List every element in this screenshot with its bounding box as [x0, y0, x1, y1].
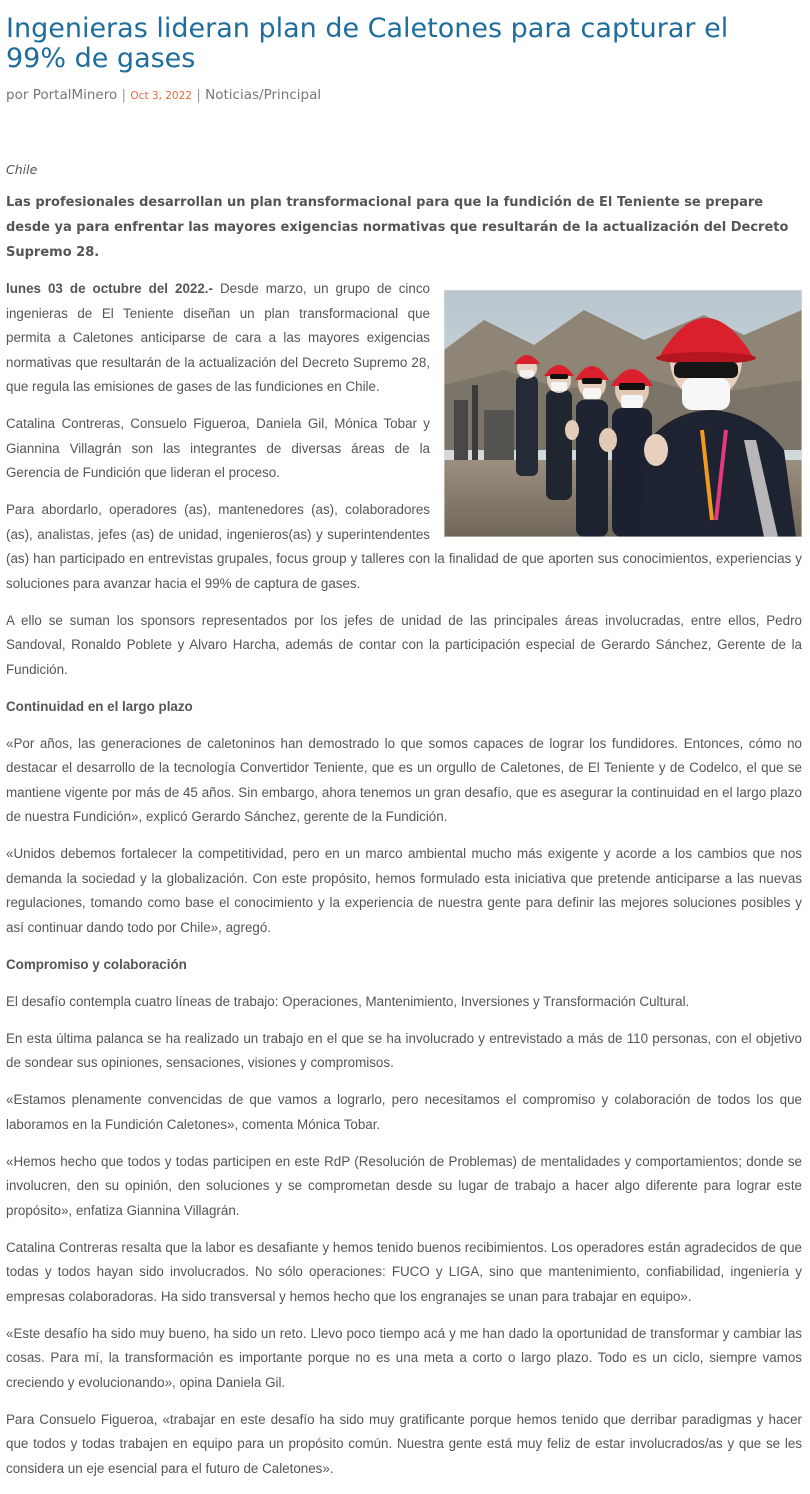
- paragraph: Para abordarlo, operadores (as), mantenedores (as), colaboradores (as), analistas, jefes (as) de unidad, ingenieros(as) y superintendentes (as) han participado en entrevistas grupales, focus group y talleres con la finalidad de que aporten sus conocimientos, experiencias y soluciones para avanzar hacia el 99% de captura de gases.: [6, 502, 802, 591]
- paragraph: «Unidos debemos fortalecer la competitividad, pero en un marco ambiental mucho más exigente y acorde a los cambios que nos demanda la sociedad y la globalización. Con este propósito, hemos formulado esta iniciativa que pretende anticiparse a las nuevas regulaciones, tomando como base el conocimiento y la experiencia de nuestra gente para definir las mejores soluciones posibles y así continuar dando todo por Chile», agregó.: [6, 846, 802, 935]
- engineers-photo-illustration: [444, 290, 802, 537]
- paragraph: «Por años, las generaciones de caletoninos han demostrado lo que somos capaces de lograr los fundidores. Entonces, cómo no destacar el desarrollo de la tecnología Convertidor Teniente, que es un orgullo de Caletones, de El Teniente y de Codelco, el que se mantiene vigente por más de 45 años. Sin embargo, ahora tenemos un gran desafío, que es asegurar la continuidad en el largo plazo de nuestra Fundición», explicó Gerardo Sánchez, gerente de la Fundición.: [6, 735, 802, 824]
- publish-date: Oct 3, 2022: [130, 90, 192, 102]
- dateline: lunes 03 de octubre del 2022.-: [6, 281, 213, 296]
- paragraph: El desafío contempla cuatro líneas de trabajo: Operaciones, Mantenimiento, Inversiones y Transformación Cultural.: [6, 993, 690, 1009]
- location-tag: Chile: [6, 162, 38, 177]
- section-heading: Continuidad en el largo plazo: [6, 698, 193, 714]
- meta-separator: |: [121, 87, 127, 103]
- article-meta: [6, 87, 321, 103]
- article-lead: Las profesionales desarrollan un plan transformacional para que la fundición de El Teniente se prepare desde ya para enfrentar las mayores exigencias normativas que resultarán de la actualización del Decreto Supremo 28.: [6, 194, 789, 260]
- paragraph-text: Desde marzo, un grupo de cinco ingenieras de El Teniente diseñan un plan transformacional que permita a Caletones anticiparse de cara a las mayores exigencias normativas que resultarán de la actualización del Decreto Supremo 28, que regula las emisiones de gases de las fundiciones en Chile.: [6, 281, 430, 394]
- paragraph: «Hemos hecho que todos y todas participen en este RdP (Resolución de Problemas) de mentalidades y comportamientos; donde se involucren, den su opinión, den soluciones y se comprometan desde su lugar de trabajo a hacer algo diferente para lograr este propósito», enfatiza Giannina Villagrán.: [6, 1153, 802, 1218]
- paragraph: «Este desafío ha sido muy bueno, ha sido un reto. Llevo poco tiempo acá y me han dado la oportunidad de transformar y cambiar las cosas. Para mí, la transformación es importante porque no es una meta a corto o largo plazo. Todo es un ciclo, siempre vamos creciendo y evolucionando», opina Daniela Gil.: [6, 1325, 802, 1390]
- paragraph: Catalina Contreras resalta que la labor es desafiante y hemos tenido buenos recibimientos. Los operadores están agradecidos de que todas y todos hayan sido involucrados. No sólo operaciones: FUCO y LIGA, sino que mantenimiento, confiabilidad, ingeniería y empresas colaboradoras. Ha sido transversal y hemos hecho que los engranajes se unan para trabajar en equipo».: [6, 1239, 802, 1304]
- paragraph: A ello se suman los sponsors representados por los jefes de unidad de las principales áreas involucradas, entre ellos, Pedro Sandoval, Ronaldo Poblete y Alvaro Harcha, además de contar con la participación especial de Gerardo Sánchez, Gerente de la Fundición.: [6, 612, 802, 677]
- article-photo: [444, 290, 802, 537]
- paragraph: Para Consuelo Figueroa, «trabajar en este desafío ha sido muy gratificante porque hemos tenido que derribar paradigmas y hacer que todos y todas trabajen en equipo para un propósito común. Nuestra gente está muy feliz de estar involucrados/as y que se les considera un eje esencial para el futuro de Caletones».: [6, 1411, 802, 1476]
- section-heading: Compromiso y colaboración: [6, 956, 187, 972]
- meta-separator: |: [196, 87, 201, 103]
- category-link[interactable]: Noticias/Principal: [205, 87, 322, 103]
- paragraph: «Estamos plenamente convencidas de que vamos a lograrlo, pero necesitamos el compromiso y colaboración de todos los que laboramos en la Fundición Caletones», comenta Mónica Tobar.: [6, 1092, 802, 1132]
- article-body: [6, 158, 802, 1494]
- meta-by-prefix: por: [6, 87, 29, 103]
- article-title: Ingenieras lideran plan de Caletones para capturar el 99% de gases: [6, 13, 729, 74]
- paragraph: En esta última palanca se ha realizado un trabajo en el que se ha involucrado y entrevistado a más de 110 personas, con el objetivo de sondear sus opiniones, sensaciones, visiones y compromisos.: [6, 1030, 802, 1070]
- paragraph: Catalina Contreras, Consuelo Figueroa, Daniela Gil, Mónica Tobar y Giannina Villagrán son las integrantes de diversas áreas de la Gerencia de Fundición que lideran el proceso.: [6, 416, 430, 480]
- author-link[interactable]: PortalMinero: [32, 87, 118, 103]
